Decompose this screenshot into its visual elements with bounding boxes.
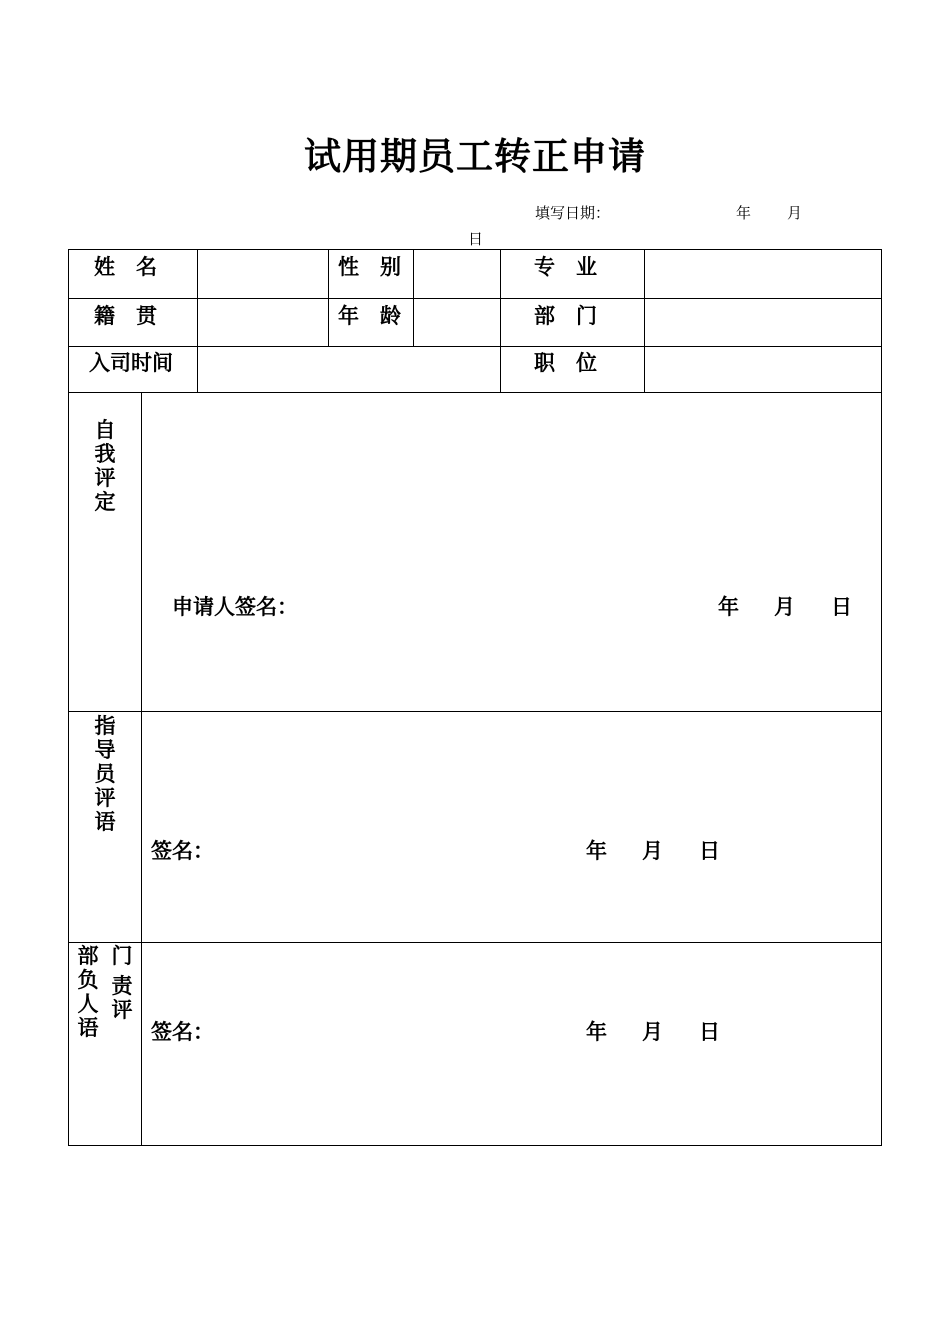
manager-comments-label-col1: 部 负 人 语	[77, 944, 99, 1040]
name-label: 姓 名	[94, 255, 157, 279]
self-evaluation-field[interactable]	[143, 394, 880, 710]
manager-day: 日	[699, 1020, 720, 1044]
gender-field[interactable]	[415, 251, 499, 297]
position-field[interactable]	[646, 348, 880, 391]
join-date-label: 入司时间	[89, 351, 173, 375]
major-label: 专 业	[534, 255, 597, 279]
native-place-field[interactable]	[199, 300, 327, 345]
major-field[interactable]	[646, 251, 880, 297]
page-title: 试用期员工转正申请	[304, 135, 646, 178]
manager-month: 月	[642, 1020, 663, 1044]
manager-comments-label-col2: 门 责 评	[111, 944, 133, 1022]
mentor-comments-field[interactable]	[143, 713, 880, 941]
self-evaluation-year: 年	[718, 595, 739, 619]
gender-label: 性 别	[338, 255, 401, 279]
fill-date-day: 日	[468, 230, 484, 248]
name-field[interactable]	[199, 251, 327, 297]
self-evaluation-month: 月	[774, 595, 795, 619]
fill-date-month: 月	[787, 204, 803, 222]
join-date-field[interactable]	[199, 348, 499, 391]
age-label: 年 龄	[338, 304, 401, 328]
mentor-comments-label: 指 导 员 评 语	[94, 714, 116, 834]
manager-comments-field[interactable]	[143, 944, 880, 1144]
department-field[interactable]	[646, 300, 880, 345]
native-place-label: 籍 贯	[94, 304, 157, 328]
manager-year: 年	[586, 1020, 607, 1044]
mentor-day: 日	[699, 839, 720, 863]
fill-date-year: 年	[736, 204, 752, 222]
age-field[interactable]	[415, 300, 499, 345]
mentor-signature-label: 签名：	[151, 839, 214, 863]
position-label: 职 位	[534, 351, 597, 375]
fill-date-label: 填写日期：	[535, 204, 611, 222]
department-label: 部 门	[534, 304, 597, 328]
mentor-month: 月	[642, 839, 663, 863]
applicant-signature-label: 申请人签名：	[172, 595, 298, 619]
mentor-year: 年	[586, 839, 607, 863]
self-evaluation-label: 自 我 评 定	[94, 418, 116, 514]
manager-signature-label: 签名：	[151, 1020, 214, 1044]
self-evaluation-day: 日	[831, 595, 852, 619]
